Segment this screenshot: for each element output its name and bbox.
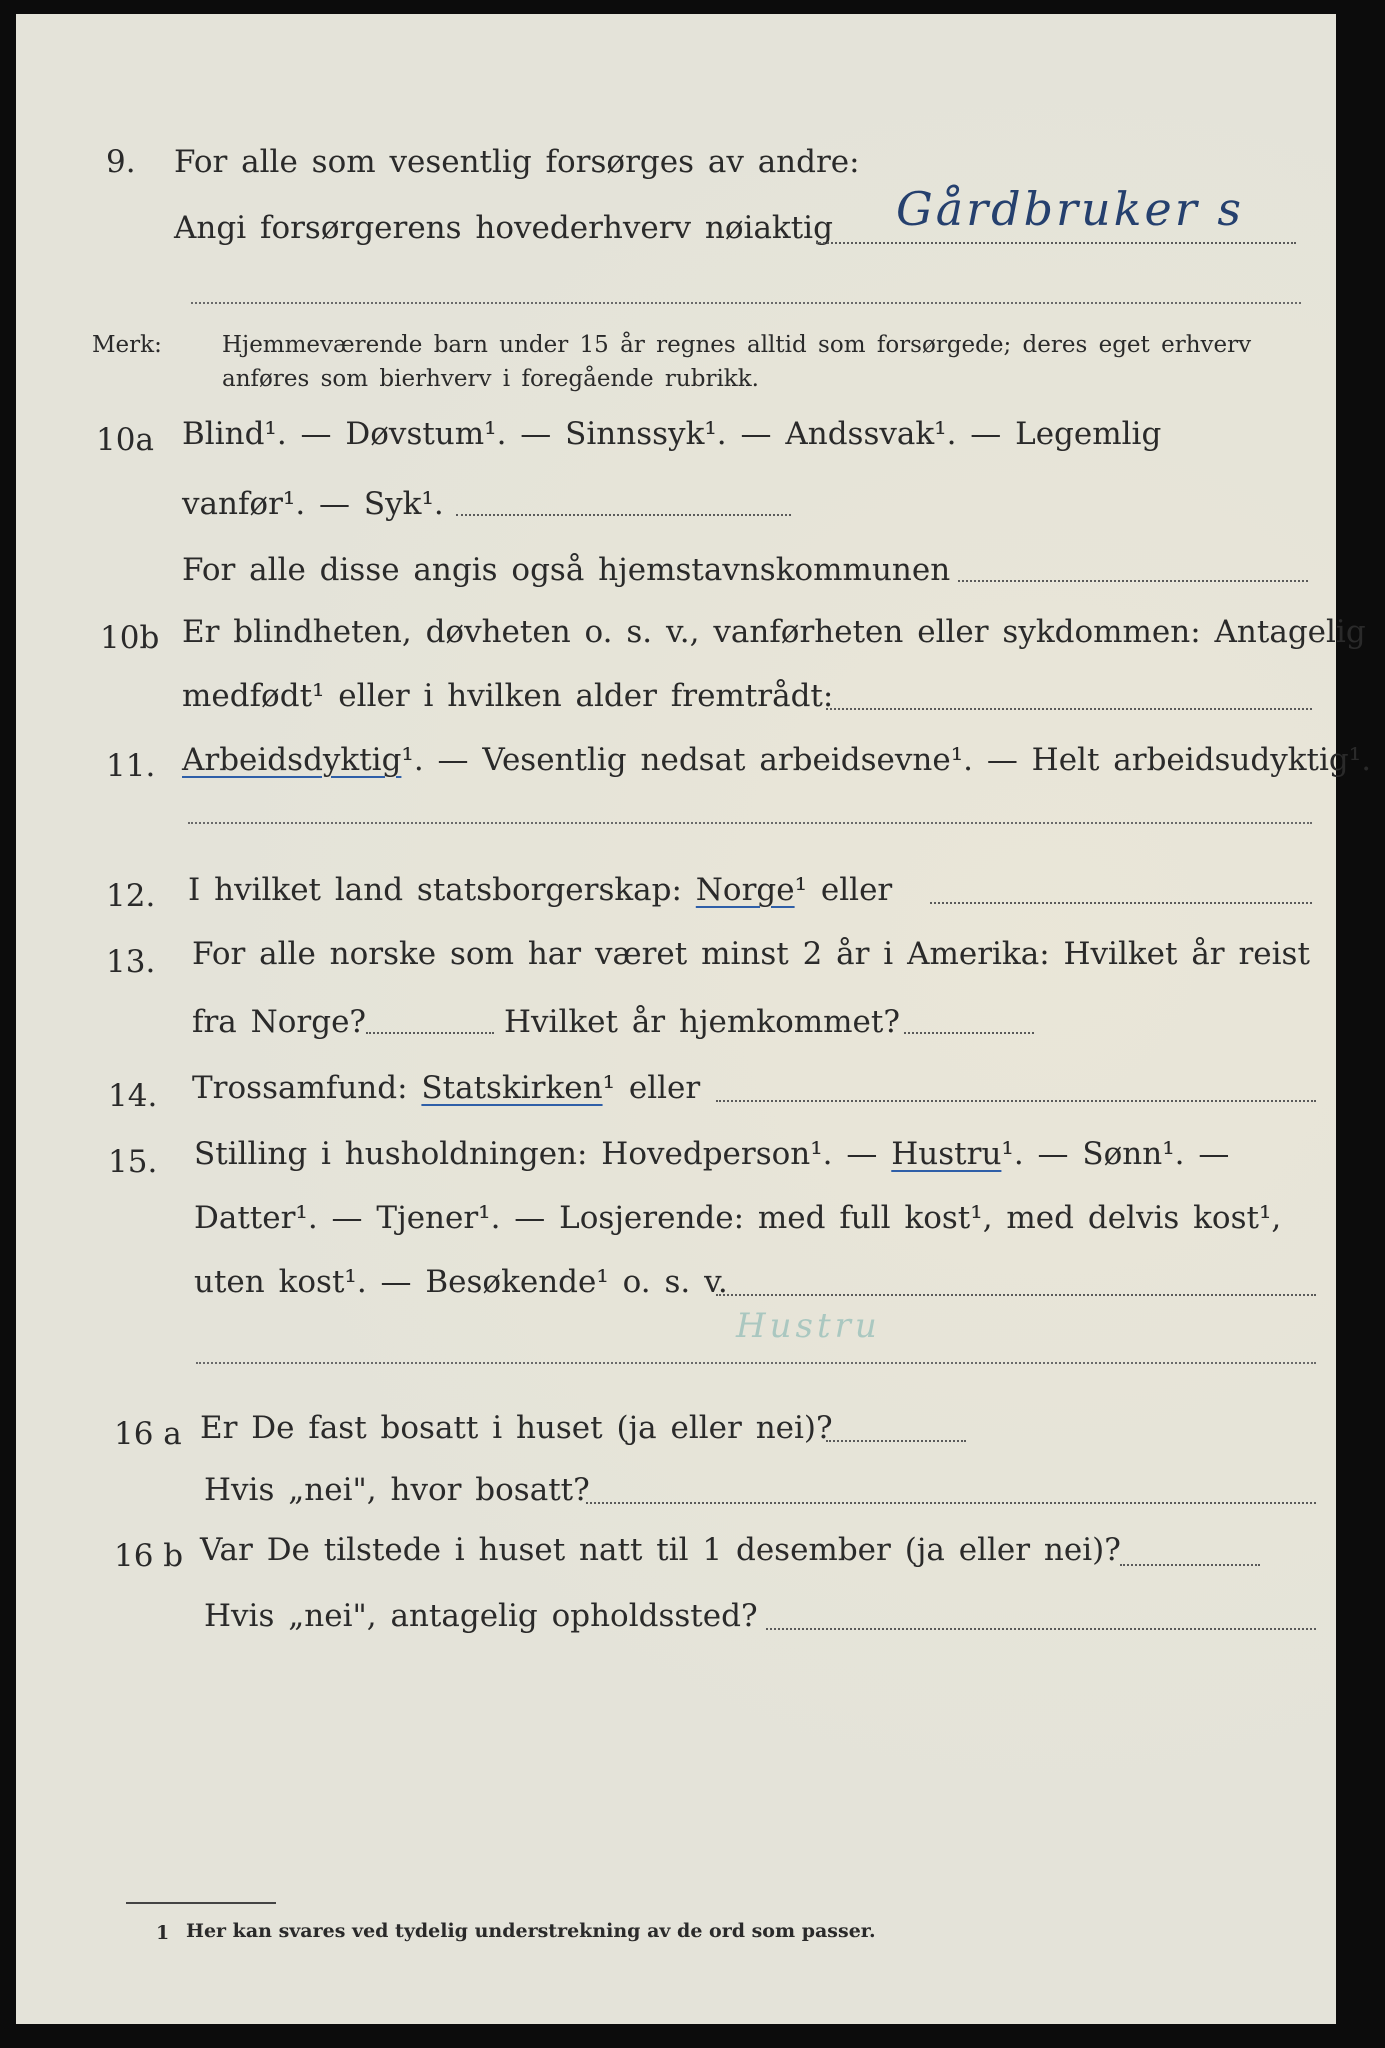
footnote-separator	[126, 1902, 276, 1904]
q13-line2a: fra Norge?	[192, 1004, 367, 1040]
merk-line1: Hjemmeværende barn under 15 år regnes alltid som forsørgede; deres eget erhverv	[222, 332, 1252, 358]
q16b-number: 16 b	[114, 1538, 184, 1574]
footnote-text: Her kan svares ved tydelig understrekning av de ord som passer.	[186, 1920, 876, 1942]
q13-reist-answer[interactable]	[366, 1032, 494, 1034]
q15-line1b: ¹. — Sønn¹. —	[1001, 1136, 1230, 1172]
q16b-opholdssted-answer[interactable]	[766, 1628, 1316, 1630]
q16a-bosatt-answer[interactable]	[826, 1440, 966, 1442]
q10b-line1: Er blindheten, døvheten o. s. v., vanførheten eller sykdommen: Antagelig	[182, 614, 1366, 650]
q14-question: Trossamfund:	[192, 1070, 408, 1106]
q12-line	[188, 872, 892, 908]
merk-line2: anføres som bierhverv i foregående rubrikk.	[222, 366, 759, 392]
q16a-line2: Hvis „nei", hvor bosatt?	[204, 1472, 590, 1508]
q15-number: 15.	[108, 1144, 158, 1180]
q16a-line1: Er De fast bosatt i huset (ja eller nei)?	[200, 1410, 833, 1446]
q15-line3: uten kost¹. — Besøkende¹ o. s. v.	[194, 1264, 728, 1300]
q12-question: I hvilket land statsborgerskap:	[188, 872, 682, 908]
q9-answer-line[interactable]	[816, 242, 1296, 244]
q10a-line3-answer[interactable]	[958, 580, 1308, 582]
q16b-line2: Hvis „nei", antagelig opholdssted?	[204, 1598, 758, 1634]
q15-extra-line[interactable]	[196, 1362, 1316, 1364]
q11-extra-line[interactable]	[188, 822, 1312, 824]
q11-line	[182, 742, 1371, 778]
q11-number: 11.	[106, 748, 156, 784]
q11-rest: ¹. — Vesentlig nedsat arbeidsevne¹. — Helt arbeidsudyktig¹.	[401, 742, 1372, 778]
q16b-tilstede-answer[interactable]	[1120, 1564, 1260, 1566]
q10a-line2: vanfør¹. — Syk¹.	[182, 486, 444, 522]
q10b-answer[interactable]	[826, 708, 1312, 710]
q11-option-arbeidsdyktig[interactable]: Arbeidsdyktig	[182, 742, 402, 778]
q15-option-hustru[interactable]: Hustru	[891, 1136, 1002, 1172]
q9-handwritten-answer: Gårdbruker s	[896, 182, 1244, 236]
q12-number: 12.	[106, 878, 156, 914]
q14-number: 14.	[108, 1078, 158, 1114]
q9-line1: For alle som vesentlig forsørges av andre:	[174, 144, 860, 180]
q13-number: 13.	[106, 944, 156, 980]
q14-line	[192, 1070, 700, 1106]
q14-option-statskirken[interactable]: Statskirken	[421, 1070, 603, 1106]
q10a-line1: Blind¹. — Døvstum¹. — Sinnssyk¹. — Andssvak¹. — Legemlig	[182, 416, 1162, 452]
merk-label: Merk:	[92, 332, 162, 358]
q12-answer[interactable]	[930, 902, 1312, 904]
q16a-hvor-answer[interactable]	[586, 1502, 1316, 1504]
q9-extra-line[interactable]	[191, 302, 1301, 304]
q15-line1a: Stilling i husholdningen: Hovedperson¹. —	[194, 1136, 878, 1172]
q13-line2b: Hvilket år hjemkommet?	[504, 1004, 900, 1040]
q13-hjemkommet-answer[interactable]	[904, 1032, 1034, 1034]
q12-post: ¹ eller	[794, 872, 893, 908]
q16b-line1: Var De tilstede i huset natt til 1 desember (ja eller nei)?	[200, 1532, 1121, 1568]
q16a-number: 16 a	[114, 1416, 182, 1452]
q15-answer[interactable]	[716, 1294, 1316, 1296]
q10b-line2: medfødt¹ eller i hvilken alder fremtrådt:	[182, 678, 834, 714]
q14-post: ¹ eller	[602, 1070, 701, 1106]
q10b-number: 10b	[100, 620, 160, 656]
footnote-mark: 1	[156, 1922, 170, 1944]
q15-line1	[194, 1136, 1229, 1172]
q10a-line3: For alle disse angis også hjemstavnskommunen	[182, 552, 951, 588]
q12-option-norge[interactable]: Norge	[695, 872, 795, 908]
faint-stamp-hustru: Hustru	[736, 1306, 881, 1346]
census-form-page	[16, 14, 1372, 2024]
q15-line2: Datter¹. — Tjener¹. — Losjerende: med full kost¹, med delvis kost¹,	[194, 1200, 1282, 1236]
q10a-number: 10a	[96, 422, 154, 458]
q13-line1: For alle norske som har været minst 2 år i Amerika: Hvilket år reist	[192, 936, 1310, 972]
q9-line2: Angi forsørgerens hovederhverv nøiaktig	[174, 210, 833, 246]
q14-answer[interactable]	[716, 1100, 1316, 1102]
q10a-line2-answer[interactable]	[456, 514, 791, 516]
q9-number: 9.	[106, 144, 136, 180]
